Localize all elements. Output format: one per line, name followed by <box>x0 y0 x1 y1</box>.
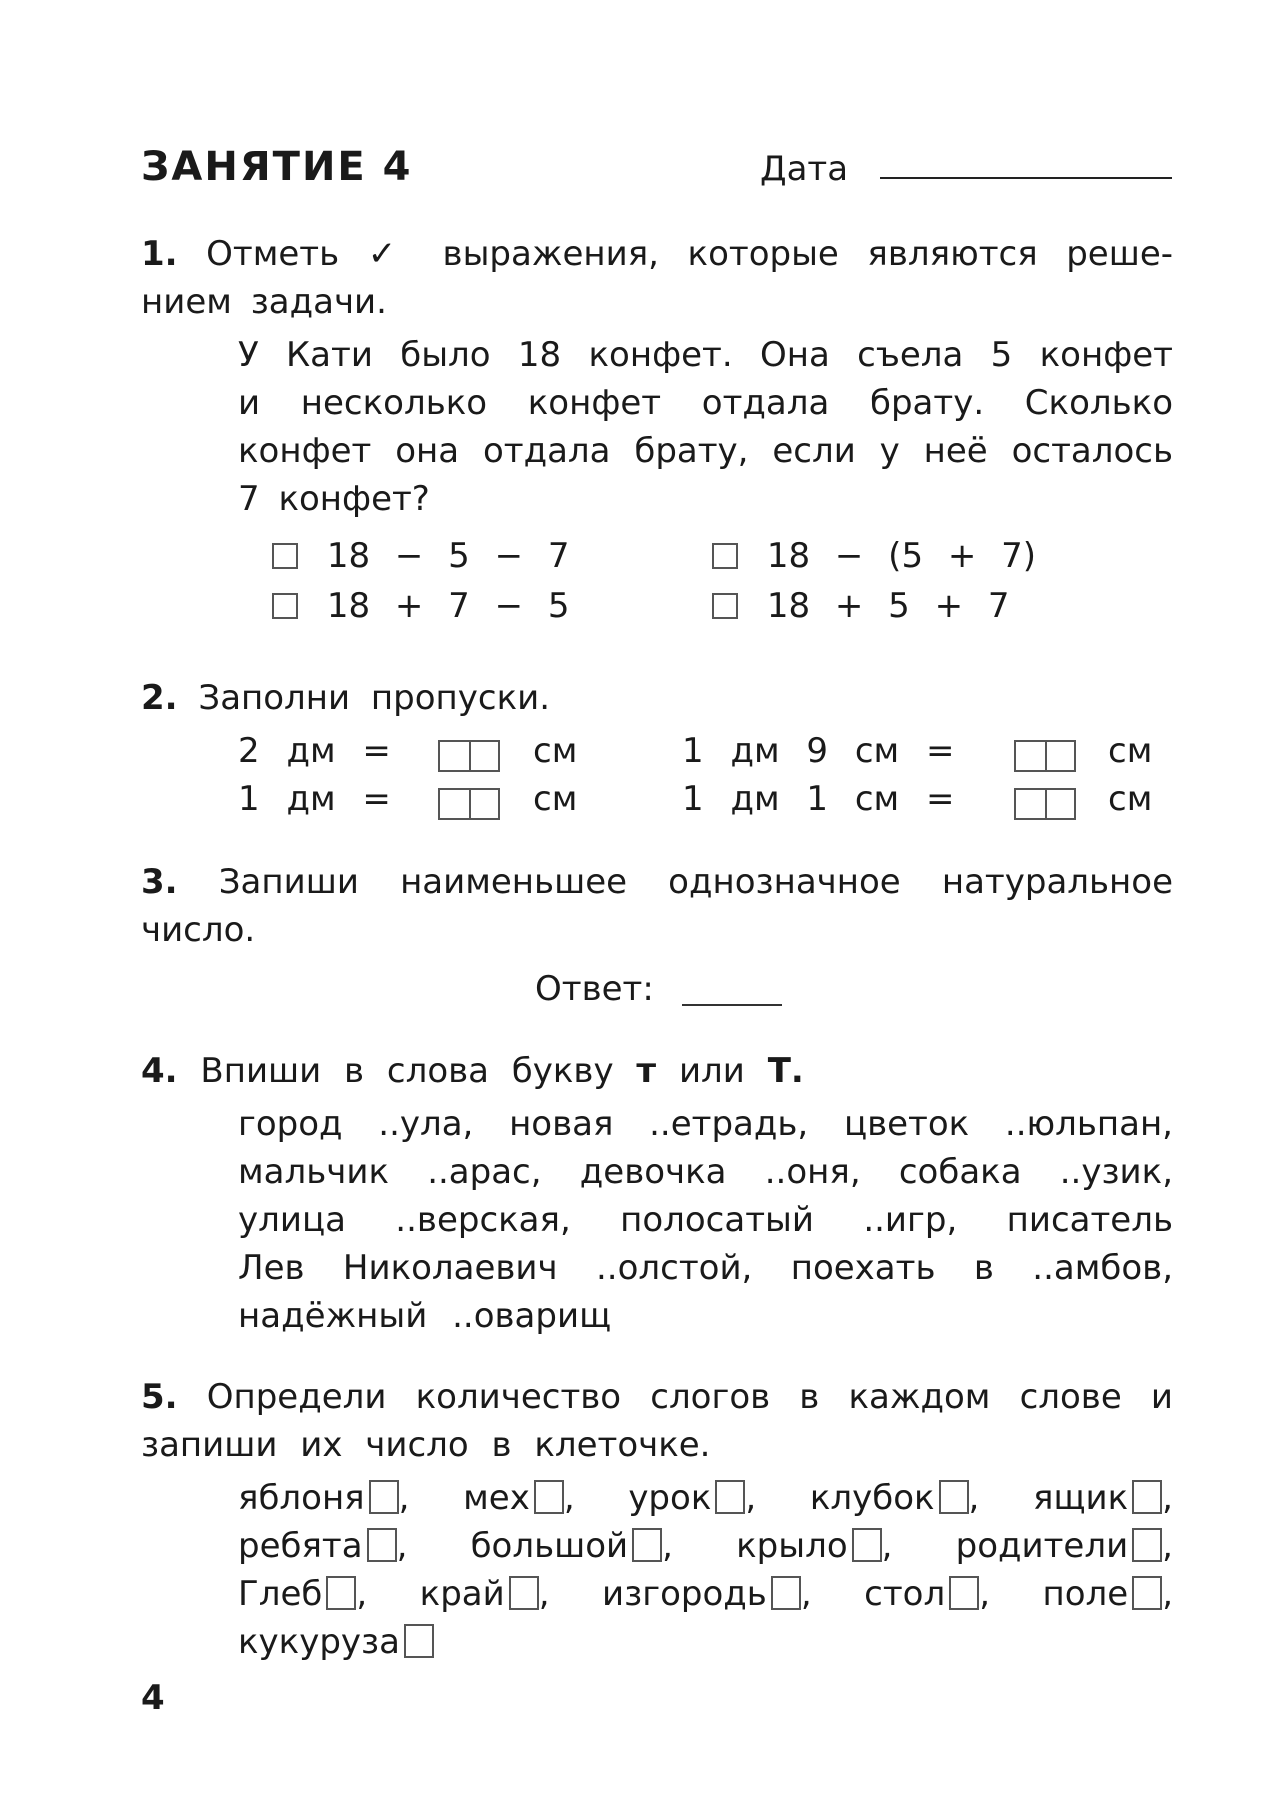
syllable-box[interactable] <box>509 1576 539 1610</box>
option-expression: 18 + 5 + 7 <box>766 586 1010 626</box>
task4-text: Впиши в слова букву <box>200 1051 614 1091</box>
option-expression: 18 − (5 + 7) <box>766 536 1037 576</box>
conversion-left: 1 дм = <box>238 779 391 819</box>
option-4 <box>712 584 1010 628</box>
option-checkbox[interactable] <box>272 543 298 569</box>
option-expression: 18 − 5 − 7 <box>326 536 570 576</box>
syllable-box[interactable] <box>715 1480 745 1514</box>
syllable-box[interactable] <box>1132 1528 1162 1562</box>
word-line: Лев Николаевич ..олстой, поехать в ..амбов, <box>238 1248 1173 1288</box>
answer-input-line[interactable] <box>682 1004 782 1006</box>
check-mark-icon: ✓ <box>367 234 414 274</box>
problem-line: и несколько конфет отдала брату. Сколько <box>238 383 1173 423</box>
task3-line2: число. <box>141 910 256 950</box>
syllable-box[interactable] <box>1132 1480 1162 1514</box>
syllable-word: край <box>419 1574 505 1614</box>
syllable-box[interactable] <box>404 1624 434 1658</box>
answer-cells[interactable] <box>438 788 500 820</box>
problem-line: конфет она отдала брату, если у неё осталось <box>238 431 1173 471</box>
option-checkbox[interactable] <box>272 593 298 619</box>
option-2 <box>712 534 1036 578</box>
task2-number: 2. <box>141 678 178 718</box>
date-input-line[interactable] <box>880 177 1172 179</box>
syllable-box[interactable] <box>369 1480 399 1514</box>
unit-label: см <box>533 731 578 771</box>
letter-lowercase: т <box>636 1051 657 1091</box>
answer-cells[interactable] <box>1014 788 1076 820</box>
task4-or: или <box>678 1051 745 1091</box>
syllable-word: большой <box>470 1526 629 1566</box>
syllable-row: ребята , большой , крыло , родители , <box>238 1526 1173 1566</box>
syllable-word: яблоня <box>238 1478 365 1518</box>
option-3 <box>272 584 570 628</box>
task1-line1 <box>141 230 1173 278</box>
syllable-word: урок <box>628 1478 712 1518</box>
unit-label: см <box>1108 779 1153 819</box>
word-line: город ..ула, новая ..етрадь, цветок ..юльпан, <box>238 1104 1173 1144</box>
task2-heading <box>141 674 550 722</box>
conversion-right: 1 дм 1 см = <box>682 779 955 819</box>
syllable-box[interactable] <box>534 1480 564 1514</box>
syllable-box[interactable] <box>1132 1576 1162 1610</box>
syllable-row: яблоня , мех , урок , клубок , ящик , <box>238 1478 1173 1518</box>
word-line: надёжный ..оварищ <box>238 1296 612 1336</box>
syllable-word: изгородь <box>602 1574 767 1614</box>
unit-label: см <box>533 779 578 819</box>
problem-line: У Кати было 18 конфет. Она съела 5 конфет <box>238 335 1173 375</box>
task3-line1 <box>141 858 1173 906</box>
syllable-word: клубок <box>809 1478 935 1518</box>
syllable-box[interactable] <box>367 1528 397 1562</box>
unit-label: см <box>1108 731 1153 771</box>
task3-text: Запиши наименьшее однозначное натуральное <box>218 862 1173 902</box>
syllable-word: крыло <box>736 1526 848 1566</box>
conversion-left: 2 дм = <box>238 731 391 771</box>
units-row-1 <box>0 727 1265 775</box>
task5-line1 <box>141 1373 1173 1421</box>
syllable-box[interactable] <box>949 1576 979 1610</box>
units-row-2 <box>0 775 1265 823</box>
problem-line: 7 конфет? <box>238 479 430 519</box>
syllable-row: Глеб , край , изгородь , стол , поле , <box>238 1574 1173 1614</box>
syllable-box[interactable] <box>852 1528 882 1562</box>
task4-heading <box>141 1047 804 1095</box>
option-1 <box>272 534 570 578</box>
syllable-word: поле <box>1042 1574 1129 1614</box>
word-line: улица ..верская, полосатый ..игр, писатель <box>238 1200 1173 1240</box>
answer-cells[interactable] <box>438 740 500 772</box>
syllable-box[interactable] <box>771 1576 801 1610</box>
task4-number: 4. <box>141 1051 178 1091</box>
page-number: 4 <box>141 1678 165 1718</box>
syllable-box[interactable] <box>326 1576 356 1610</box>
answer-cells[interactable] <box>1014 740 1076 772</box>
conversion-right: 1 дм 9 см = <box>682 731 955 771</box>
syllable-box[interactable] <box>939 1480 969 1514</box>
option-checkbox[interactable] <box>712 593 738 619</box>
word-line: мальчик ..арас, девочка ..оня, собака ..узик, <box>238 1152 1173 1192</box>
option-expression: 18 + 7 − 5 <box>326 586 570 626</box>
syllable-word: родители <box>955 1526 1129 1566</box>
task1-line1-rest: выражения, которые являются реше- <box>442 234 1174 274</box>
syllable-box[interactable] <box>632 1528 662 1562</box>
task5-text: Определи количество слогов в каждом слове и <box>206 1377 1173 1417</box>
answer-label: Ответ: <box>535 969 654 1009</box>
syllable-word: ребята <box>238 1526 363 1566</box>
syllable-word: кукуруза <box>238 1622 400 1662</box>
letter-uppercase: Т. <box>767 1051 804 1091</box>
syllable-row <box>238 1618 434 1666</box>
syllable-word: Глеб <box>238 1574 323 1614</box>
syllable-word: стол <box>864 1574 946 1614</box>
syllable-word: ящик <box>1033 1478 1129 1518</box>
lesson-title: ЗАНЯТИЕ 4 <box>141 144 413 190</box>
option-checkbox[interactable] <box>712 543 738 569</box>
task3-number: 3. <box>141 862 178 902</box>
date-label: Дата <box>760 149 849 189</box>
task5-number: 5. <box>141 1377 178 1417</box>
task1-number: 1. <box>141 234 178 274</box>
task1-verb: Отметь <box>206 234 340 274</box>
task1-line2: нием задачи. <box>141 282 387 322</box>
syllable-word: мех <box>463 1478 530 1518</box>
task2-text: Заполни пропуски. <box>198 678 551 718</box>
task5-line2: запиши их число в клеточке. <box>141 1425 711 1465</box>
